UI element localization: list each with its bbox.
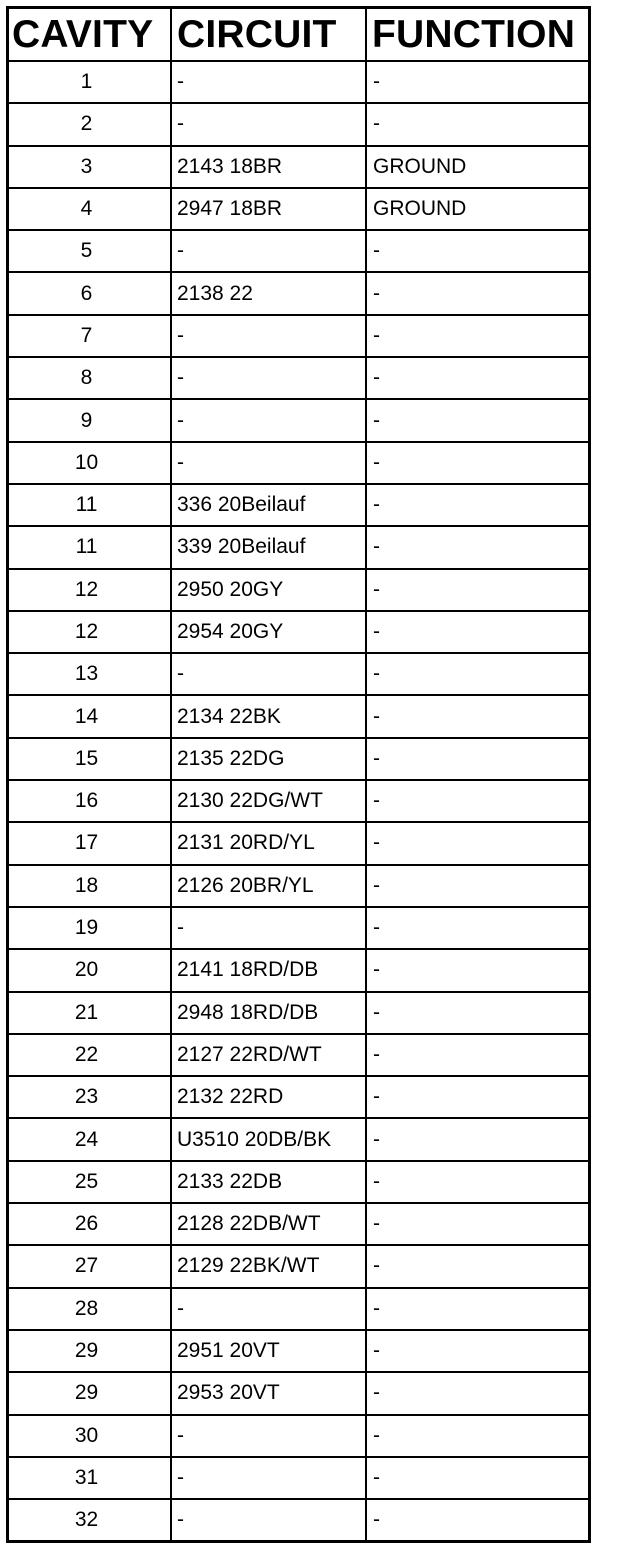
function-cell: - xyxy=(366,272,588,314)
circuit-cell: - xyxy=(171,1457,366,1499)
table-row xyxy=(9,569,588,611)
function-cell: GROUND xyxy=(366,146,588,188)
table-row xyxy=(9,695,588,737)
circuit-cell: 2131 20RD/YL xyxy=(171,822,366,864)
cavity-cell: 31 xyxy=(9,1457,171,1499)
function-cell: - xyxy=(366,357,588,399)
function-cell: - xyxy=(366,611,588,653)
table-row xyxy=(9,865,588,907)
circuit-cell: - xyxy=(171,399,366,441)
table-row xyxy=(9,230,588,272)
cavity-cell: 23 xyxy=(9,1076,171,1118)
function-cell: - xyxy=(366,949,588,991)
cavity-cell: 3 xyxy=(9,146,171,188)
circuit-cell: 336 20Beilauf xyxy=(171,484,366,526)
circuit-cell: 2948 18RD/DB xyxy=(171,992,366,1034)
cavity-cell: 10 xyxy=(9,442,171,484)
circuit-cell: 2143 18BR xyxy=(171,146,366,188)
table-row xyxy=(9,1118,588,1160)
table-row xyxy=(9,949,588,991)
circuit-cell: 2135 22DG xyxy=(171,738,366,780)
header-row xyxy=(9,9,588,61)
cavity-cell: 20 xyxy=(9,949,171,991)
cavity-cell: 12 xyxy=(9,611,171,653)
cavity-cell: 29 xyxy=(9,1372,171,1414)
circuit-cell: - xyxy=(171,61,366,103)
circuit-cell: 2138 22 xyxy=(171,272,366,314)
connector-pinout-table-frame xyxy=(6,6,591,1543)
function-cell: - xyxy=(366,230,588,272)
table-row xyxy=(9,399,588,441)
cavity-cell: 21 xyxy=(9,992,171,1034)
circuit-cell: 2141 18RD/DB xyxy=(171,949,366,991)
table-row xyxy=(9,526,588,568)
cavity-cell: 5 xyxy=(9,230,171,272)
table-row xyxy=(9,992,588,1034)
function-cell: - xyxy=(366,695,588,737)
table-row xyxy=(9,61,588,103)
header-function: FUNCTION xyxy=(366,9,588,61)
table-row xyxy=(9,611,588,653)
cavity-cell: 18 xyxy=(9,865,171,907)
function-cell: - xyxy=(366,1203,588,1245)
table-row xyxy=(9,1499,588,1540)
table-row xyxy=(9,653,588,695)
table-row xyxy=(9,1076,588,1118)
table-row xyxy=(9,484,588,526)
table-row xyxy=(9,146,588,188)
circuit-cell: 2130 22DG/WT xyxy=(171,780,366,822)
circuit-cell: - xyxy=(171,653,366,695)
cavity-cell: 9 xyxy=(9,399,171,441)
cavity-cell: 7 xyxy=(9,315,171,357)
cavity-cell: 15 xyxy=(9,738,171,780)
table-row xyxy=(9,738,588,780)
function-cell: - xyxy=(366,1034,588,1076)
function-cell: - xyxy=(366,1118,588,1160)
circuit-cell: - xyxy=(171,357,366,399)
cavity-cell: 11 xyxy=(9,526,171,568)
table-row xyxy=(9,907,588,949)
function-cell: - xyxy=(366,1245,588,1287)
function-cell: - xyxy=(366,1161,588,1203)
circuit-cell: 2953 20VT xyxy=(171,1372,366,1414)
circuit-cell: 2127 22RD/WT xyxy=(171,1034,366,1076)
cavity-cell: 30 xyxy=(9,1415,171,1457)
table-row xyxy=(9,780,588,822)
table-row xyxy=(9,357,588,399)
circuit-cell: 2951 20VT xyxy=(171,1330,366,1372)
table-row xyxy=(9,188,588,230)
table-row xyxy=(9,1288,588,1330)
circuit-cell: 2950 20GY xyxy=(171,569,366,611)
function-cell: - xyxy=(366,907,588,949)
table-row xyxy=(9,315,588,357)
table-row xyxy=(9,1457,588,1499)
function-cell: - xyxy=(366,484,588,526)
circuit-cell: - xyxy=(171,103,366,145)
cavity-cell: 25 xyxy=(9,1161,171,1203)
circuit-cell: 2134 22BK xyxy=(171,695,366,737)
cavity-cell: 28 xyxy=(9,1288,171,1330)
cavity-cell: 27 xyxy=(9,1245,171,1287)
table-row xyxy=(9,1372,588,1414)
function-cell: - xyxy=(366,526,588,568)
circuit-cell: - xyxy=(171,315,366,357)
cavity-cell: 16 xyxy=(9,780,171,822)
function-cell: GROUND xyxy=(366,188,588,230)
cavity-cell: 4 xyxy=(9,188,171,230)
circuit-cell: - xyxy=(171,230,366,272)
cavity-cell: 12 xyxy=(9,569,171,611)
circuit-cell: 2954 20GY xyxy=(171,611,366,653)
cavity-cell: 26 xyxy=(9,1203,171,1245)
table-row xyxy=(9,272,588,314)
function-cell: - xyxy=(366,1330,588,1372)
table-row xyxy=(9,822,588,864)
cavity-cell: 8 xyxy=(9,357,171,399)
function-cell: - xyxy=(366,61,588,103)
circuit-cell: - xyxy=(171,1415,366,1457)
circuit-cell: 2129 22BK/WT xyxy=(171,1245,366,1287)
circuit-cell: 2128 22DB/WT xyxy=(171,1203,366,1245)
table-header xyxy=(9,9,588,61)
circuit-cell: 339 20Beilauf xyxy=(171,526,366,568)
circuit-cell: - xyxy=(171,907,366,949)
circuit-cell: - xyxy=(171,1288,366,1330)
table-row xyxy=(9,442,588,484)
cavity-cell: 22 xyxy=(9,1034,171,1076)
function-cell: - xyxy=(366,399,588,441)
function-cell: - xyxy=(366,653,588,695)
circuit-cell: - xyxy=(171,442,366,484)
table-row xyxy=(9,1330,588,1372)
cavity-cell: 2 xyxy=(9,103,171,145)
function-cell: - xyxy=(366,865,588,907)
cavity-cell: 29 xyxy=(9,1330,171,1372)
cavity-cell: 6 xyxy=(9,272,171,314)
cavity-cell: 32 xyxy=(9,1499,171,1540)
function-cell: - xyxy=(366,1372,588,1414)
circuit-cell: 2133 22DB xyxy=(171,1161,366,1203)
circuit-cell: 2126 20BR/YL xyxy=(171,865,366,907)
function-cell: - xyxy=(366,569,588,611)
table-row xyxy=(9,1245,588,1287)
cavity-cell: 24 xyxy=(9,1118,171,1160)
cavity-cell: 11 xyxy=(9,484,171,526)
function-cell: - xyxy=(366,1499,588,1540)
cavity-cell: 17 xyxy=(9,822,171,864)
table-row xyxy=(9,1161,588,1203)
circuit-cell: 2947 18BR xyxy=(171,188,366,230)
function-cell: - xyxy=(366,780,588,822)
cavity-cell: 1 xyxy=(9,61,171,103)
table-row xyxy=(9,1203,588,1245)
connector-pinout-table xyxy=(9,9,588,1540)
function-cell: - xyxy=(366,1415,588,1457)
circuit-cell: U3510 20DB/BK xyxy=(171,1118,366,1160)
function-cell: - xyxy=(366,992,588,1034)
function-cell: - xyxy=(366,822,588,864)
function-cell: - xyxy=(366,442,588,484)
table-row xyxy=(9,1034,588,1076)
header-circuit: CIRCUIT xyxy=(171,9,366,61)
function-cell: - xyxy=(366,1457,588,1499)
cavity-cell: 13 xyxy=(9,653,171,695)
cavity-cell: 19 xyxy=(9,907,171,949)
function-cell: - xyxy=(366,315,588,357)
table-body xyxy=(9,61,588,1540)
function-cell: - xyxy=(366,1288,588,1330)
function-cell: - xyxy=(366,1076,588,1118)
table-row xyxy=(9,1415,588,1457)
function-cell: - xyxy=(366,738,588,780)
cavity-cell: 14 xyxy=(9,695,171,737)
header-cavity: CAVITY xyxy=(9,9,171,61)
circuit-cell: - xyxy=(171,1499,366,1540)
table-row xyxy=(9,103,588,145)
circuit-cell: 2132 22RD xyxy=(171,1076,366,1118)
function-cell: - xyxy=(366,103,588,145)
